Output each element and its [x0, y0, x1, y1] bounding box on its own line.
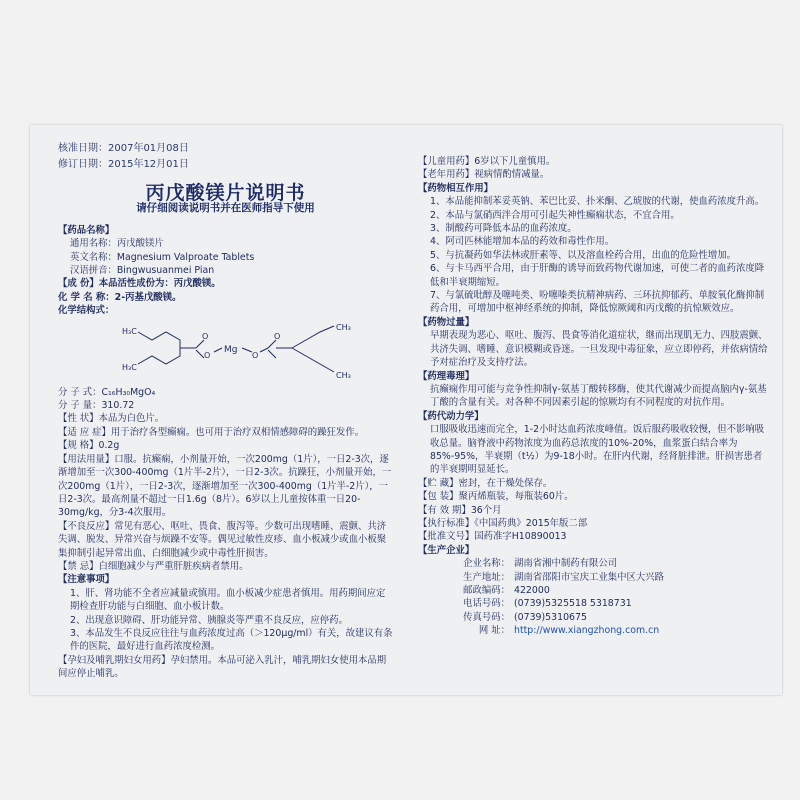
ingredient: 【成 份】本品活性成份为：丙戊酸镁。 [58, 278, 221, 290]
standard: 【执行标准】《中国药典》2015年版二部 [418, 517, 588, 529]
document-subtitle: 请仔细阅读说明书并在医师指导下使用 [136, 202, 315, 215]
storage: 【贮 藏】密封，在干燥处保存。 [418, 477, 553, 489]
struct-o1: O [202, 331, 209, 341]
precaution-item: 3、本品发生不良反应往往与血药浓度过高（＞120μg/ml）有关，故建议有条件的医院，最好进行血药浓度检测。 [70, 627, 393, 653]
document-title: 丙戊酸镁片说明书 [145, 182, 306, 204]
generic-name: 通用名称：丙戊酸镁片 [70, 238, 164, 250]
adverse-reactions: 【不良反应】常见有恶心、呕吐、畏食、腹泻等。少数可出现嗜睡、震颤、共济失调、脱发、异常兴奋与烦躁不安等。偶见过敏性皮疹、血小板减少或血小板聚集抑制引起异常出血、白细胞减少或中毒性肝损害。 [58, 520, 387, 559]
manufacturer-value: (0739)5325518 5318731 [514, 598, 632, 610]
precautions-heading: 【注意事项】 [58, 574, 115, 586]
approval-number: 【批准文号】国药准字H10890013 [418, 531, 567, 543]
pharmacology-text: 抗癫痫作用可能与竞争性抑制γ-氨基丁酸转移酶，使其代谢减少而提高脑内γ-氨基丁酸的含量有关。对各种不同因素引起的惊厥均有不同程度的对抗作用。 [430, 383, 767, 409]
package: 【包 装】聚丙烯瓶装，每瓶装60片。 [418, 491, 574, 503]
drug-name-heading: 【药品名称】 [58, 224, 115, 236]
contraindications: 【禁 忌】白细胞减少与严重肝脏疾病者禁用。 [58, 560, 249, 572]
manufacturer-key: 生产地址： [463, 571, 510, 583]
struct-mg: Mg [224, 344, 238, 355]
manufacturer-key: 传真号码： [463, 611, 510, 623]
manufacturer-row [418, 597, 768, 610]
manufacturer-key: 网 址： [478, 625, 510, 637]
pharmacokinetics-text: 口服吸收迅速而完全，1-2小时达血药浓度峰值。饭后服药吸收较慢，但不影响吸收总量。脑脊液中药物浓度为血药总浓度的10%-20%，血浆蛋白结合率为85%-95%，半衰期（t½）为9-18小时。在肝内代谢，经肾脏排泄。肝损害患者的半衰期明显延长。 [430, 424, 765, 476]
overdose-heading: 【药物过量】 [418, 316, 475, 328]
approval-date: 核准日期：2007年01月08日 [58, 143, 189, 154]
manufacturer-row [418, 584, 768, 597]
precaution-item: 2、出现意识障碍、肝功能异常、胰腺炎等严重不良反应，应停药。 [70, 614, 348, 626]
interactions-heading: 【药物相互作用】 [418, 182, 494, 194]
character: 【性 状】本品为白色片。 [58, 413, 165, 425]
manufacturer-key: 企业名称： [463, 558, 510, 570]
struct-o4: O [274, 331, 281, 341]
right-column [418, 155, 768, 638]
manufacturer-value: (0739)5310675 [514, 611, 587, 623]
manufacturer-row [418, 624, 768, 637]
pediatric-use: 【儿童用药】6岁以下儿童慎用。 [418, 156, 556, 167]
revision-date: 修订日期：2015年12月01日 [58, 159, 189, 170]
manufacturer-key: 电话号码： [463, 598, 510, 610]
interaction-item: 2、本品与氯硝西泮合用可引起失神性癫痫状态，不宜合用。 [430, 209, 680, 221]
molecular-weight: 分 子 量：310.72 [58, 400, 135, 412]
struct-ch3-bottom: CH₃ [336, 370, 351, 380]
manufacturer-value: 422000 [514, 585, 550, 596]
manufacturer-value: 湖南省湘中制药有限公司 [514, 558, 618, 570]
left-column [58, 141, 393, 681]
manufacturer-row [418, 611, 768, 624]
chemical-name: 化 学 名 称：2-丙基戊酸镁。 [58, 291, 182, 303]
indications: 【适 应 症】用于治疗各型癫痫。也可用于治疗双相情感障碍的躁狂发作。 [58, 426, 364, 438]
manufacturer-value: 湖南省邵阳市宝庆工业集中区大兴路 [514, 571, 665, 583]
struct-ch3-top: CH₃ [336, 322, 351, 332]
interaction-item: 6、与卡马西平合用，由于肝酶的诱导而致药物代谢加速，可使二者的血药浓度降低和半衰期缩短。 [430, 263, 765, 288]
manufacturer-heading: 【生产企业】 [418, 544, 475, 556]
overdose-text: 早期表现为恶心、呕吐、腹泻、畏食等消化道症状，继而出现肌无力、四肢震颤、共济失调、嗜睡、意识模糊或昏迷。一旦发现中毒征象，应立即停药，并依病情给予对症治疗及支持疗法。 [430, 330, 768, 369]
struct-h3c-top: H₃C [122, 326, 137, 336]
struct-o2: O [204, 350, 211, 360]
interaction-item: 3、制酸药可降低本品的血药浓度。 [430, 223, 577, 235]
struct-h3c-bottom: H₃C [122, 362, 137, 372]
dosage: 【用法用量】口服。抗癫痫，小剂量开始，一次200mg（1片），一日2-3次，逐渐增加至一次300-400mg（1片半-2片），一日2-3次。抗躁狂，小剂量开始，一次200mg（1片），一日2-3次，逐渐增加至一次300-400mg（1片半-2片），一日2-3次。最高剂量不超过一日1.6g（8片）。6岁以上儿童按体重一日20-30mg/kg，分3-4次服用。 [58, 453, 392, 519]
molecular-formula: 分 子 式：C₁₆H₃₀MgO₄ [58, 386, 156, 398]
pharmacology-heading: 【药理毒理】 [418, 370, 475, 382]
precaution-item: 1、肝、肾功能不全者应减量或慎用。血小板减少症患者慎用。用药期间应定期检查肝功能与白细胞、血小板计数。 [70, 587, 386, 613]
pregnancy-lactation: 【孕妇及哺乳期妇女用药】孕妇禁用。本品可泌入乳汁，哺乳期妇女使用本品期间应停止哺乳。 [58, 654, 387, 680]
english-name: 英文名称：Magnesium Valproate Tablets [70, 251, 255, 263]
pinyin-name: 汉语拼音：Bingwusuanmei Pian [70, 265, 215, 277]
interaction-item: 4、阿司匹林能增加本品的药效和毒性作用。 [430, 236, 615, 248]
manufacturer-row [418, 571, 768, 584]
struct-o3: O [252, 350, 259, 360]
interaction-item: 7、与氯硫吡醇及噻吨类、吩噻嗪类抗精神病药、三环抗抑郁药、单胺氧化酶抑制药合用，可增加中枢神经系统的抑制，降低惊厥阈和丙戊酸的抗惊厥效应。 [430, 290, 765, 315]
website-link[interactable]: http://www.xiangzhong.com.cn [514, 625, 660, 637]
pharmacokinetics-heading: 【药代动力学】 [418, 410, 484, 422]
chemical-structure [58, 320, 393, 382]
geriatric-use: 【老年用药】视病情酌情减量。 [418, 169, 550, 181]
structure-label: 化学结构式： [58, 305, 115, 317]
structure-diagram [118, 320, 378, 382]
interaction-item: 5、与抗凝药如华法林或肝素等、以及溶血栓药合用，出血的危险性增加。 [430, 249, 736, 261]
manufacturer-key: 邮政编码： [463, 585, 510, 596]
specification: 【规 格】0.2g [58, 440, 120, 452]
manufacturer-row [418, 557, 768, 570]
interaction-item: 1、本品能抑制苯妥英钠、苯巴比妥、扑米酮、乙琥胺的代谢，使血药浓度升高。 [430, 196, 765, 208]
validity: 【有 效 期】36个月 [418, 504, 502, 516]
